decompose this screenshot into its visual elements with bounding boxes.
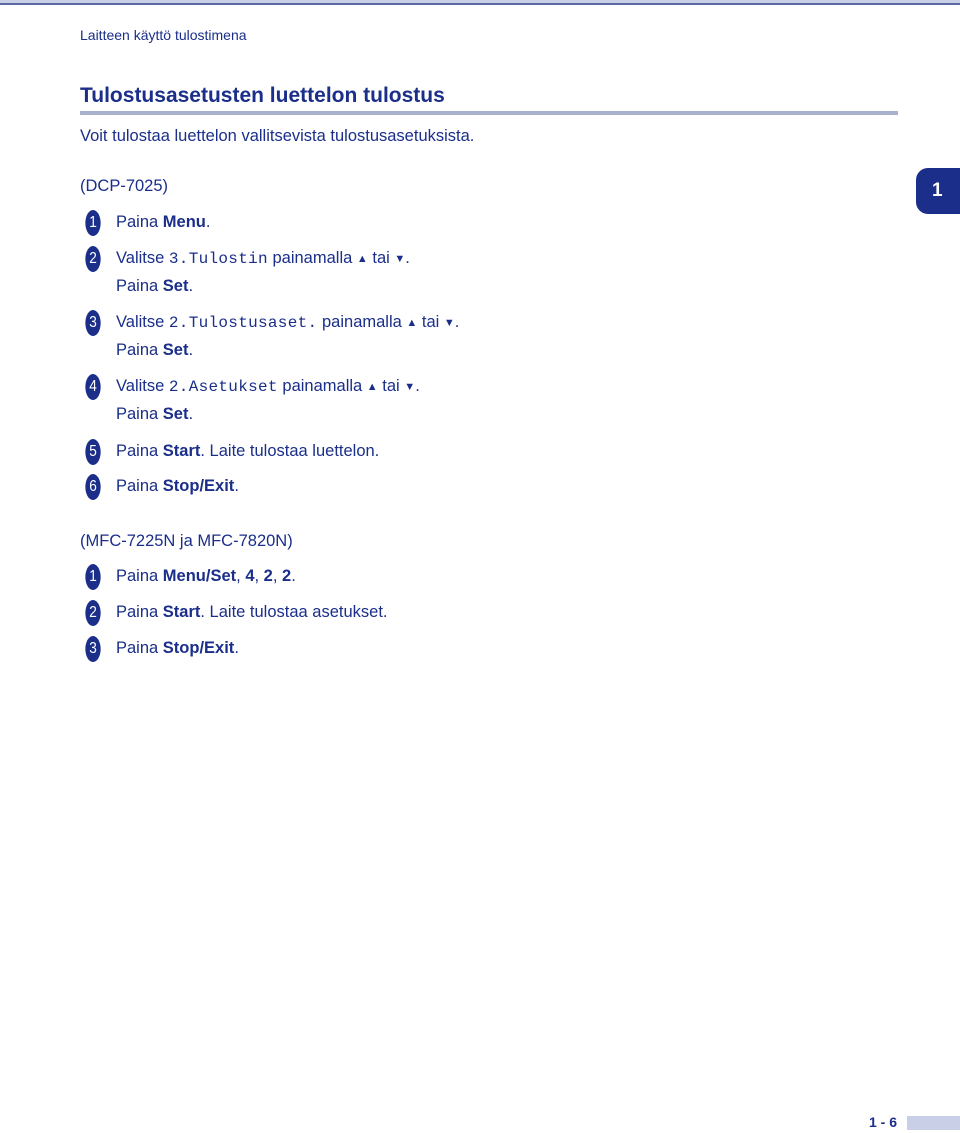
chapter-tab: 1 (916, 168, 960, 214)
step-number: 3 (85, 636, 100, 662)
model-heading-dcp: (DCP-7025) (80, 177, 169, 195)
running-head: Laitteen käyttö tulostimena (80, 27, 247, 43)
step-number: 5 (85, 439, 100, 465)
top-rule (0, 0, 960, 7)
step-number: 4 (85, 374, 100, 400)
section-title: Tulostusasetusten luettelon tulostus (80, 84, 445, 107)
step-number: 6 (85, 474, 100, 500)
title-rule (80, 111, 898, 115)
step-number: 2 (85, 246, 100, 272)
step-number: 2 (85, 600, 100, 626)
up-arrow-icon: ▲ (366, 381, 378, 393)
menu-code: 2.Tulostusaset. (168, 314, 318, 332)
page-footer-block (907, 1116, 960, 1130)
step-number: 1 (85, 210, 100, 236)
step-number: 3 (85, 310, 100, 336)
menu-code: 2.Asetukset (168, 378, 278, 396)
up-arrow-icon: ▲ (406, 317, 418, 329)
down-arrow-icon: ▼ (394, 253, 406, 265)
intro-text: Voit tulostaa luettelon vallitsevista tulostusasetuksista. (80, 127, 475, 145)
menu-code: 3.Tulostin (168, 250, 268, 268)
model-heading-mfc: (MFC-7225N ja MFC-7820N) (80, 532, 293, 550)
down-arrow-icon: ▼ (404, 381, 416, 393)
down-arrow-icon: ▼ (443, 317, 455, 329)
step-number: 1 (85, 564, 100, 590)
up-arrow-icon: ▲ (356, 253, 368, 265)
page-number: 1 - 6 (869, 1114, 898, 1130)
